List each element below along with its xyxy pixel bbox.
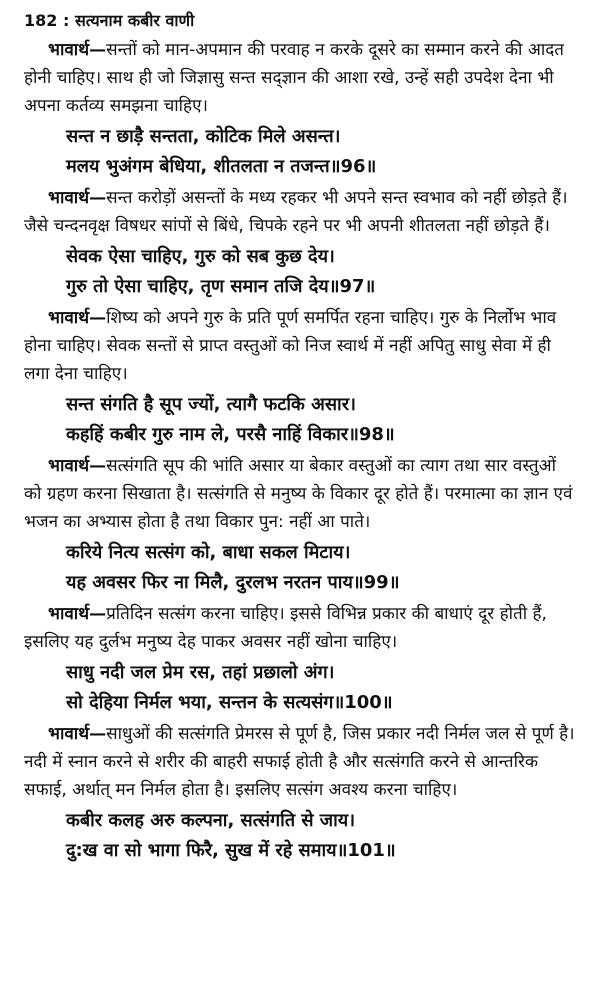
couplet-line-1: करिये नित्य सत्संग को, बाधा सकल मिटाय। [66, 542, 351, 563]
couplet-line-1: सन्त संगति है सूप ज्यों, त्यागै फटकि असार। [66, 394, 356, 415]
couplet-line-1: सेवक ऐसा चाहिए, गुरु को सब कुछ देय। [66, 246, 335, 267]
commentary-96-pre [24, 36, 576, 120]
couplet-line-2: कहहिं कबीर गुरु नाम ले, परसै नाहिं विकार॥98॥ [66, 424, 395, 445]
commentary-text: सत्संगति सूप की भांति असार या बेकार वस्तुओं का त्याग तथा सार वस्तुओं को ग्रहण करना सिखाता है। सत्संगति से मनुष्य के विकार दूर होते हैं। परमात्मा का ज्ञान एवं भजन का अभ्यास होता है तथा विकार पुन: नहीं आ पाते। [24, 456, 573, 532]
couplet-line-2: गुरु तो ऐसा चाहिए, तृण समान तजि देय॥97॥ [66, 276, 376, 297]
commentary-text: प्रतिदिन सत्संग करना चाहिए। इससे विभिन्न प्रकार की बाधाएं दूर होती हैं, इसलिए यह दुर्लभ मनुष्य देह पाकर अवसर नहीं खोना चाहिए। [24, 604, 547, 652]
couplet-line-1: सन्त न छाड़ै सन्तता, कोटिक मिले असन्त। [66, 126, 341, 147]
commentary-label: भावार्थ— [48, 188, 107, 208]
couplet-line-2: यह अवसर फिर ना मिलै, दुरलभ नरतन पाय॥99॥ [66, 572, 400, 593]
commentary-label: भावार्थ— [48, 40, 107, 60]
couplet-97 [66, 242, 576, 302]
couplet-line-2: दु:ख वा सो भागा फिरै, सुख में रहे समाय॥101॥ [66, 840, 396, 861]
commentary-97 [24, 304, 576, 388]
commentary-96 [24, 184, 576, 240]
commentary-label: भावार्थ— [48, 604, 107, 624]
commentary-label: भावार्थ— [48, 724, 107, 744]
commentary-label: भावार्थ— [48, 456, 107, 476]
couplet-line-1: कबीर कलह अरु कल्पना, सत्संगति से जाय। [66, 810, 356, 831]
commentary-text: शिष्य को अपने गुरु के प्रति पूर्ण समर्पित रहना चाहिए। गुरु के निर्लोभ भाव होना चाहिए। सेवक सन्तों से प्राप्त वस्तुओं को निज स्वार्थ में नहीं अपितु साधु सेवा में ही लगा देना चाहिए। [24, 308, 557, 384]
couplet-100 [66, 658, 576, 718]
couplet-line-1: साधु नदी जल प्रेम रस, तहां प्रछालो अंग। [66, 662, 335, 683]
commentary-label: भावार्थ— [48, 308, 107, 328]
commentary-text: सन्त करोड़ों असन्तों के मध्य रहकर भी अपने सन्त स्वभाव को नहीं छोड़ते हैं। जैसे चन्दनवृक्ष विषधर सांपों से बिंधे, चिपके रहने पर भी अपनी शीतलता नहीं छोड़ते हैं। [24, 188, 568, 236]
commentary-100 [24, 720, 576, 804]
commentary-99 [24, 600, 576, 656]
commentary-text: साधुओं की सत्संगति प्रेमरस से पूर्ण है, जिस प्रकार नदी निर्मल जल से पूर्ण है। नदी में स्नान करने से शरीर की बाहरी सफाई होती है और सत्संगति करने से आन्तरिक सफाई, अर्थात् मन निर्मल होता है। इसलिए सत्संग अवश्य करना चाहिए। [24, 724, 575, 800]
commentary-98 [24, 452, 576, 536]
couplet-line-2: मलय भुअंगम बेधिया, शीतलता न तजन्त॥96॥ [66, 156, 377, 177]
couplet-line-2: सो देहिया निर्मल भया, सन्तन के सत्यसंग॥100॥ [66, 692, 393, 713]
couplet-98 [66, 390, 576, 450]
couplet-96 [66, 122, 576, 182]
commentary-text: सन्तों को मान-अपमान की परवाह न करके दूसरे का सम्मान करने की आदत होनी चाहिए। साथ ही जो जिज्ञासु सन्त सद्ज्ञान की आशा रखे, उन्हें सही उपदेश देना भी अपना कर्तव्य समझना चाहिए। [24, 40, 564, 116]
page-header: 182 : सत्यनाम कबीर वाणी [24, 11, 195, 30]
couplet-99 [66, 538, 576, 598]
couplet-101 [66, 806, 576, 866]
